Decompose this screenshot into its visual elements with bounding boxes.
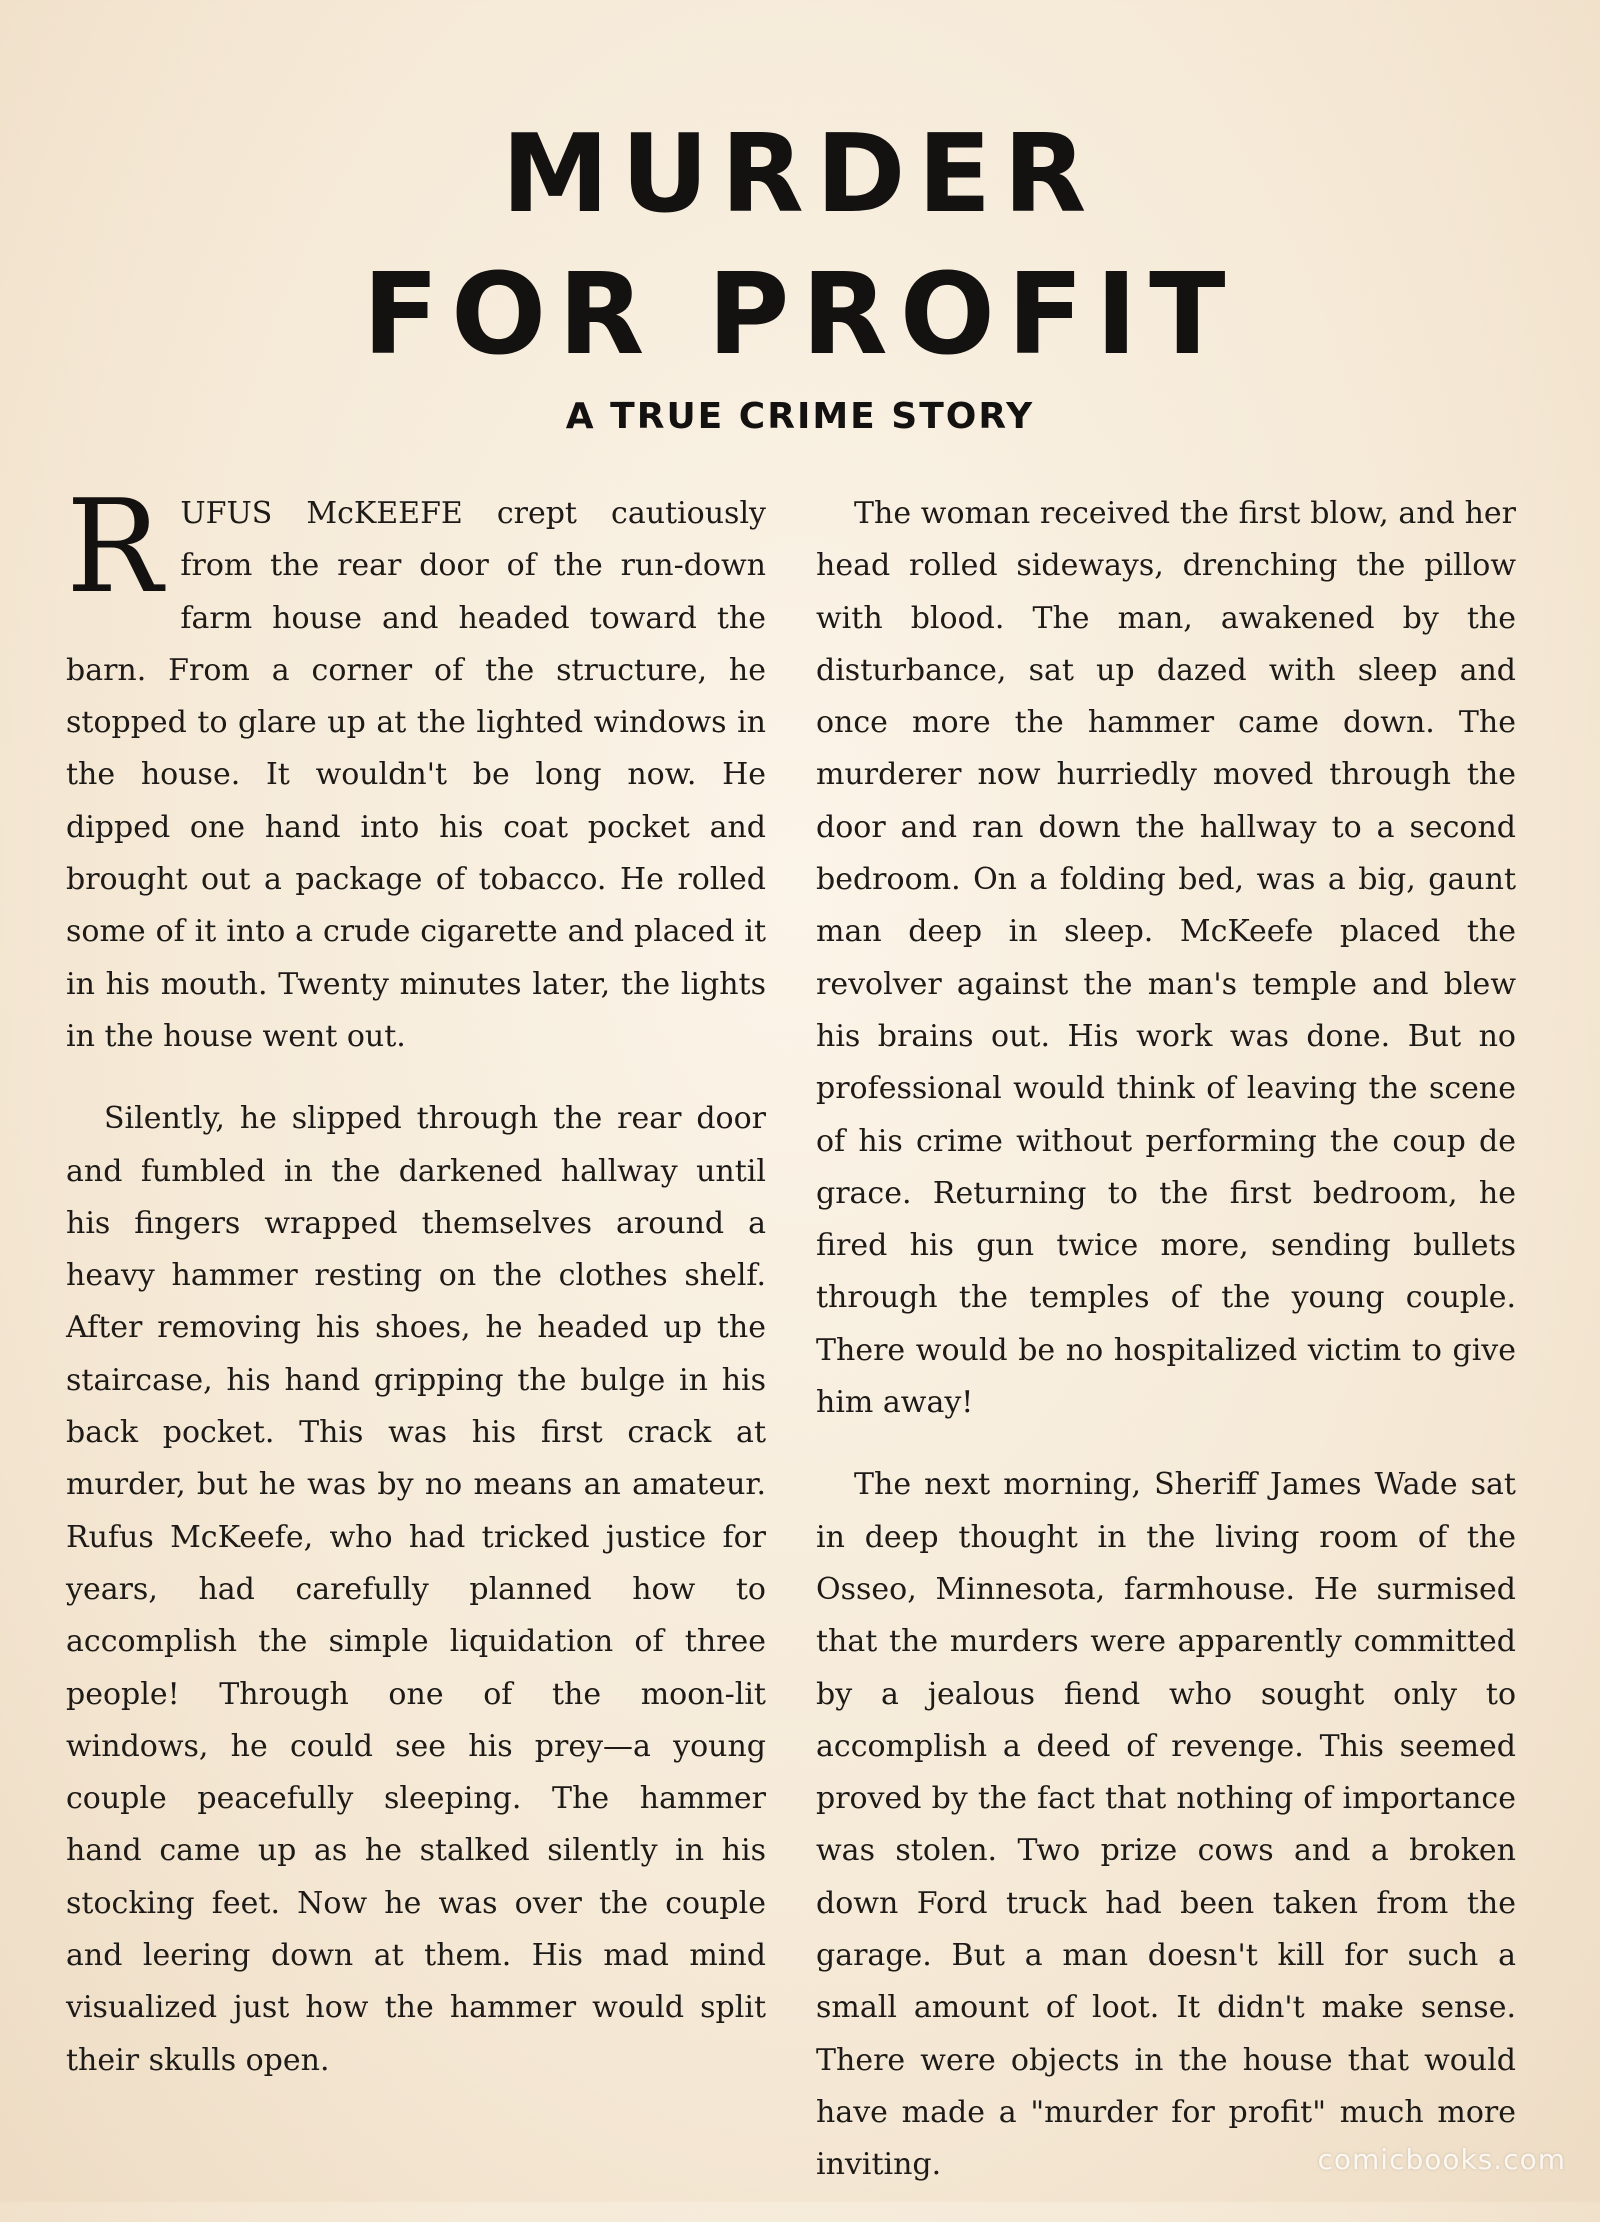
story-subtitle: A TRUE CRIME STORY bbox=[565, 396, 1035, 437]
paragraph-3: The woman received the first blow, and her head rolled sideways, drenching the pillow with blood. The man, awakened by the disturbance, sat up dazed with sleep and once more the hammer came down. The murderer now hurriedly moved through the door and ran down the hallway to a second bedroom. On a folding bed, was a big, gaunt man deep in sleep. McKeefe placed the revolver against the man's temple and blew his brains out. His work was done. But no professional would think of leaving the scene of his crime without performing the coup de grace. Returning to the first bedroom, he fired his gun twice more, sending bullets through the temples of the young couple. There would be no hospitalized victim to give him away! bbox=[816, 496, 1516, 1421]
paragraph-4: The next morning, Sheriff James Wade sat in deep thought in the living room of the Osseo, Minnesota, farmhouse. He surmised that the murders were apparently committed by a jealous fiend who sought only to accomplish a deed of revenge. This seemed proved by the fact that nothing of importance was stolen. Two prize cows and a broken down Ford truck had been taken from the garage. But a man doesn't kill for such a small amount of loot. It didn't make sense. There were objects in the house that would have made a "murder for profit" much more inviting. bbox=[816, 1467, 1516, 2183]
story-title-line-1: MURDER bbox=[501, 112, 1099, 237]
paragraph-1-text: UFUS McKEEFE crept cautiously from the rear door of the run-down farm house and headed toward the barn. From a corner of the structure, he stopped to glare up at the lighted windows in the house. It wouldn't be long now. He dipped one hand into his coat pocket and brought out a package of tobacco. He rolled some of it into a crude cigarette and placed it in his mouth. Twenty minutes later, the lights in the house went out. bbox=[66, 496, 766, 1054]
story-title-line-2: FOR PROFIT bbox=[362, 250, 1238, 380]
left-column bbox=[66, 473, 766, 2117]
watermark: comicbooks.com bbox=[1317, 2143, 1566, 2176]
drop-cap: R bbox=[66, 473, 163, 622]
paragraph-2: Silently, he slipped through the rear door and fumbled in the darkened hallway until his fingers wrapped themselves around a heavy hammer resting on the clothes shelf. After removing his shoes, he headed up the staircase, his hand gripping the bulge in his back pocket. This was his first crack at murder, but he was by no means an amateur. Rufus McKeefe, who had tricked justice for years, had carefully planned how to accomplish the simple liquidation of three people! Through one of the moon-lit windows, he could see his prey—a young couple peacefully sleeping. The hammer hand came up as he stalked silently in his stocking feet. Now he was over the couple and leering down at them. His mad mind visualized just how the hammer would split their skulls open. bbox=[66, 1101, 766, 2078]
right-column bbox=[816, 488, 1516, 2222]
paragraph-1 bbox=[66, 473, 766, 1063]
